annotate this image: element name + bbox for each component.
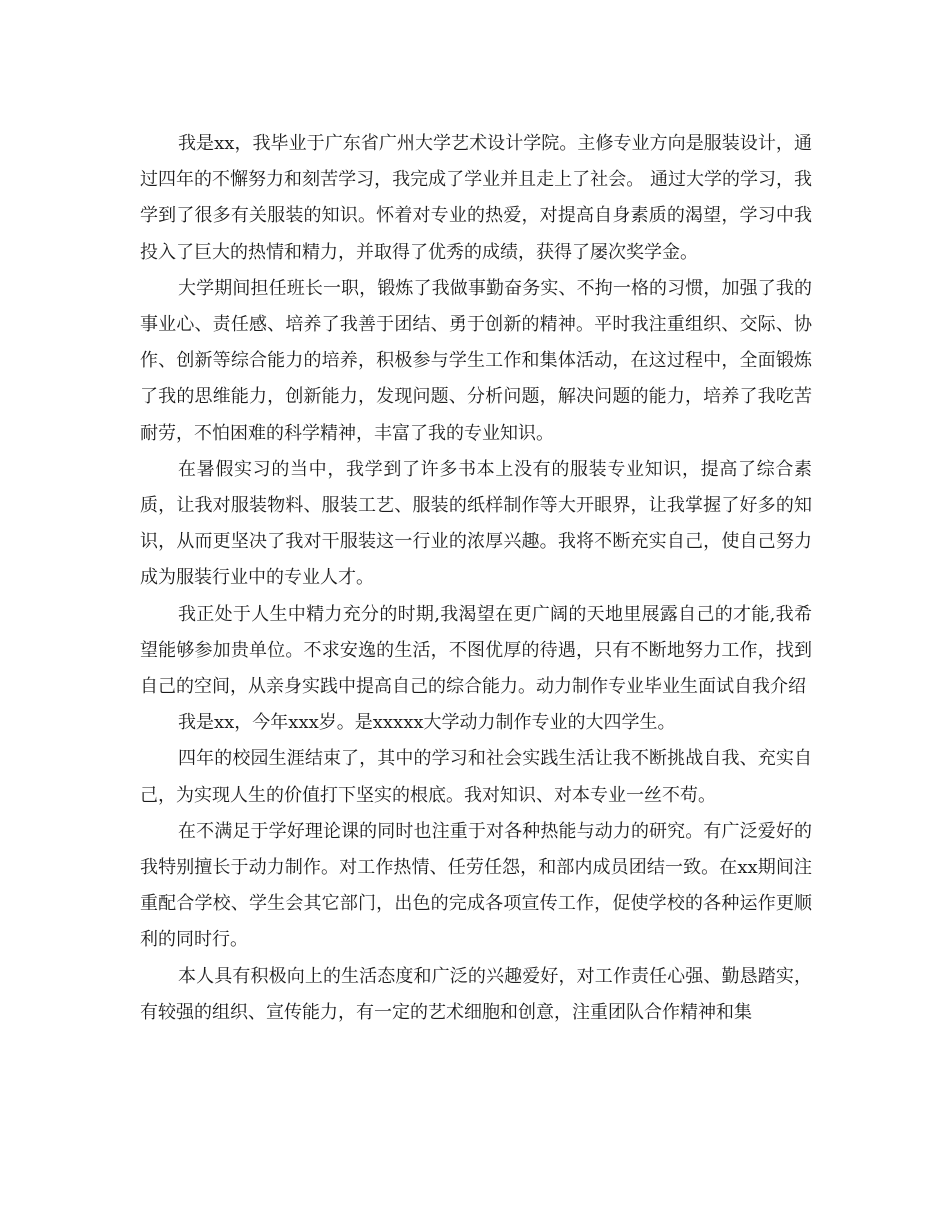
paragraph-summer-internship: 在暑假实习的当中，我学到了许多书本上没有的服装专业知识，提高了综合素质，让我对服装物料、服装工艺、服装的纸样制作等大开眼界，让我掌握了好多的知识，从而更坚决了我对干服装这一行业的浓厚兴趣。我将不断充实自己，使自己努力成为服装行业中的专业人才。 [140,458,812,589]
paragraph-campus-life: 四年的校园生涯结束了，其中的学习和社会实践生活让我不断挑战自我、充实自己，为实现人生的价值打下坚实的根底。我对知识、对本专业一丝不苟。 [140,748,812,806]
paragraph-research-focus: 在不满足于学好理论课的同时也注重于对各种热能与动力的研究。有广泛爱好的我特别擅长于动力制作。对工作热情、任劳任怨，和部内成员团结一致。在xx期间注重配合学校、学生会其它部门，出色的完成各项宣传工作，促使学校的各种运作更顺利的同时行。 [140,820,812,951]
paragraph-personal-qualities: 本人具有积极向上的生活态度和广泛的兴趣爱好，对工作责任心强、勤恳踏实，有较强的组织、宣传能力，有一定的艺术细胞和创意，注重团队合作精神和集 [140,965,812,1023]
document-body [140,126,812,1031]
paragraph-career-goal: 我正处于人生中精力充分的时期,我渴望在更广阔的天地里展露自己的才能,我希望能够参加贵单位。不求安逸的生活，不图优厚的待遇，只有不断地努力工作，找到自己的空间，从亲身实践中提高自己的综合能力。动力制作专业毕业生面试自我介绍 [140,603,812,698]
paragraph-self-intro: 我是xx，今年xxx岁。是xxxxx大学动力制作专业的大四学生。 [178,712,676,734]
paragraph-class-monitor: 大学期间担任班长一职，锻炼了我做事勤奋务实、不拘一格的习惯，加强了我的事业心、责任感、培养了我善于团结、勇于创新的精神。平时我注重组织、交际、协作、创新等综合能力的培养，积极参与学生工作和集体活动，在这过程中，全面锻炼了我的思维能力，创新能力，发现问题、分析问题，解决问题的能力，培养了我吃苦耐劳，不怕困难的科学精神，丰富了我的专业知识。 [140,277,812,444]
paragraph-graduation-intro: 我是xx，我毕业于广东省广州大学艺术设计学院。主修专业方向是服装设计，通过四年的不懈努力和刻苦学习，我完成了学业并且走上了社会。 通过大学的学习，我学到了很多有关服装的知识。怀着对专业的热爱，对提高自身素质的渴望，学习中我投入了巨大的热情和精力，并取得了优秀的成绩，获得了屡次奖学金。 [140,133,812,263]
